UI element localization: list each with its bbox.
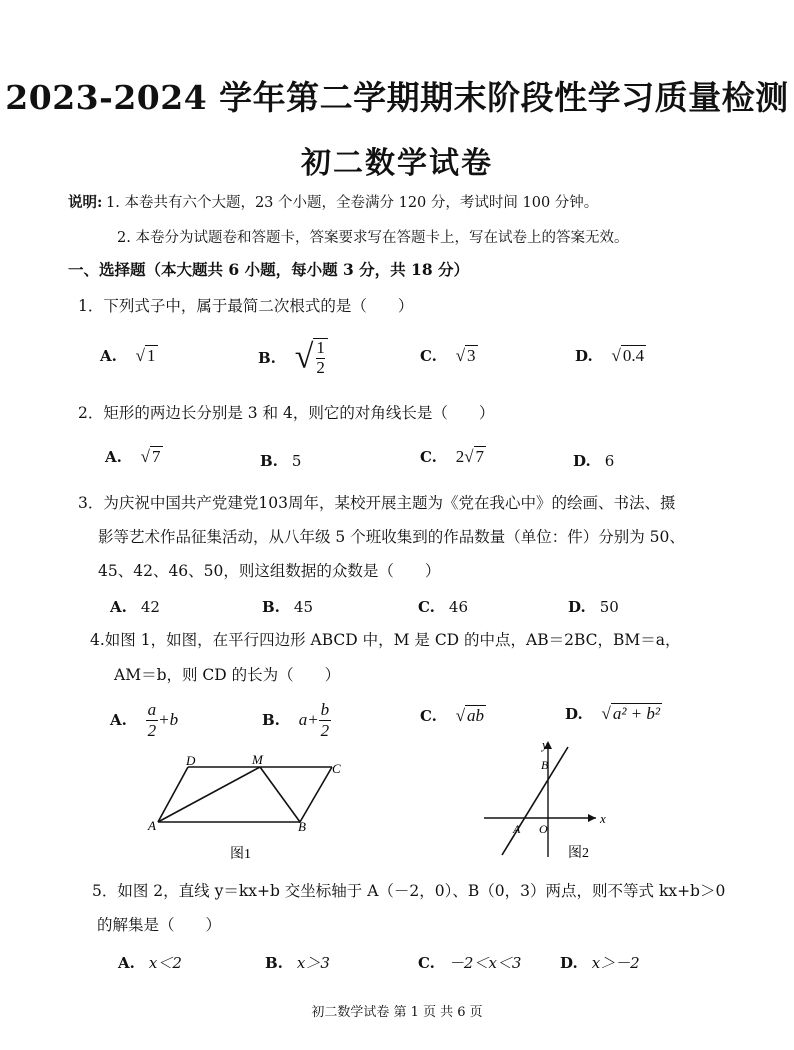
q3-option-c: C. 46	[418, 598, 468, 616]
option-label: D.	[565, 705, 583, 723]
option-label: C.	[418, 954, 435, 972]
radical-sign-icon: √	[601, 704, 611, 723]
point-label-b: B	[541, 758, 549, 772]
option-label: A.	[105, 448, 122, 466]
q2-option-b: B. 5	[260, 452, 302, 470]
q2-option-a	[105, 447, 163, 467]
question-5-stem-line-2: 的解集是（ ）	[97, 916, 222, 934]
figure-1-parallelogram	[140, 750, 360, 870]
point-label-m: M	[252, 752, 263, 767]
option-label: A.	[110, 711, 127, 730]
radical-sign-icon: √	[140, 447, 150, 466]
q3-option-b: B. 45	[262, 598, 313, 616]
fraction: $\frac{b}{2}$	[320, 700, 330, 740]
question-5-stem-line-1: 5．如图 2，直线 y＝kx+b 交坐标轴于 A（－2，0）、B（0，3）两点，则不等式 kx+b＞0	[92, 882, 726, 900]
q4-option-c	[420, 706, 486, 726]
option-label: C.	[420, 707, 437, 725]
sqrt-expression: 2√ 7	[455, 447, 485, 466]
option-label: C.	[420, 448, 437, 466]
option-label: C.	[420, 347, 437, 365]
page-subtitle: 初二数学试卷	[301, 146, 493, 181]
question-3-stem-line-1: 3．为庆祝中国共产党建党103周年，某校开展主题为《党在我心中》的绘画、书法、摄	[78, 494, 676, 512]
q3-option-a: A. 42	[110, 598, 160, 616]
q1-option-d	[575, 346, 646, 366]
q1-option-b	[258, 338, 328, 377]
notes-line-2: 2. 本卷分为试题卷和答题卡，答案要求写在答题卡上，写在试卷上的答案无效。	[117, 230, 629, 246]
q3-option-d: D. 50	[568, 598, 619, 616]
option-label: B.	[260, 452, 278, 470]
option-label: A.	[100, 347, 117, 365]
figure-2-caption: 图2	[568, 846, 589, 861]
question-3-stem-line-3: 45、42、46、50，则这组数据的众数是（ ）	[98, 562, 441, 580]
x-axis-arrow-icon	[588, 814, 596, 822]
y-axis-label: y	[542, 737, 548, 752]
notes-line-1: 1. 本卷共有六个大题，23 个小题，全卷满分 120 分，考试时间 100 分钟。	[106, 195, 599, 211]
q4-option-b: B. a+ $\frac{b}{2}$	[262, 700, 330, 740]
question-2-stem: 2．矩形的两边长分别是 3 和 4，则它的对角线长是（ ）	[78, 404, 495, 422]
q4-option-d	[565, 704, 662, 724]
page-footer: 初二数学试卷 第 1 页 共 6 页	[311, 1005, 483, 1020]
q5-option-d: D. x＞－2	[560, 954, 640, 972]
radical-sign-icon: √	[455, 706, 466, 725]
option-label: B.	[258, 348, 276, 367]
option-label: B.	[265, 954, 283, 972]
sqrt-fraction: √ $\frac{1}{2}$	[295, 338, 328, 377]
q1-option-a	[100, 346, 158, 366]
sqrt-expression: √ 7	[140, 447, 161, 466]
radical-sign-icon: √	[611, 346, 621, 365]
question-4-stem-line-2: AM＝b，则 CD 的长为（ ）	[114, 666, 341, 684]
option-label: B.	[262, 598, 280, 616]
question-3-stem-line-2: 影等艺术作品征集活动，从八年级 5 个班收集到的作品数量（单位：件）分别为 50、	[98, 528, 685, 546]
option-label: B.	[262, 711, 280, 730]
page-title: 2023-2024 学年第二学期期末阶段性学习质量检测	[5, 78, 789, 117]
option-label: D.	[575, 347, 593, 365]
question-1-stem: 1．下列式子中，属于最简二次根式的是（ ）	[78, 297, 414, 315]
fraction: $\frac{a}{2}$	[147, 700, 157, 740]
option-label: D.	[560, 954, 578, 972]
q1-option-c	[420, 346, 478, 366]
point-label-b: B	[298, 819, 306, 834]
sqrt-expression: √ 1	[135, 346, 156, 365]
option-label: A.	[110, 598, 127, 616]
figure-1-caption: 图1	[230, 847, 251, 862]
sqrt-expression: √ ab	[455, 706, 485, 725]
point-label-c: C	[332, 761, 341, 776]
point-label-a: A	[513, 822, 521, 836]
q2-option-c	[420, 447, 486, 467]
question-4-stem-line-1: 4.如图 1，如图，在平行四边形 ABCD 中，M 是 CD 的中点，AB＝2BC，BM＝a，	[90, 631, 681, 649]
option-label: A.	[118, 954, 135, 972]
radical-sign-icon: √	[464, 447, 474, 466]
sqrt-expression: √ 3	[455, 346, 476, 365]
radical-sign-icon: √	[294, 338, 314, 376]
sqrt-expression: √ 0.4	[611, 346, 645, 365]
option-label: D.	[568, 598, 586, 616]
figure-2-coordinate-graph	[478, 735, 618, 865]
section-heading: 一、选择题（本大题共 6 小题，每小题 3 分，共 18 分）	[68, 260, 470, 279]
segment-bc	[300, 767, 332, 822]
origin-label: O	[539, 822, 548, 836]
x-axis-label: x	[600, 811, 606, 826]
line-y-kx-b	[502, 747, 568, 855]
q4-option-a: A. $\frac{a}{2}$ +b	[110, 700, 179, 740]
radical-sign-icon: √	[135, 346, 145, 365]
sqrt-expression: √ a² + b²	[601, 704, 660, 723]
q5-option-a: A. x＜2	[118, 954, 182, 972]
notes-label: 说明:	[68, 194, 103, 211]
q2-option-d: D. 6	[573, 452, 615, 470]
option-label: D.	[573, 452, 591, 470]
point-label-d: D	[186, 753, 196, 768]
radical-sign-icon: √	[455, 346, 466, 365]
point-label-a: A	[148, 818, 156, 833]
option-label: C.	[418, 598, 435, 616]
segment-bm	[260, 767, 300, 822]
q5-option-b: B. x＞3	[265, 954, 330, 972]
q5-option-c: C. －2＜x＜3	[418, 954, 522, 972]
